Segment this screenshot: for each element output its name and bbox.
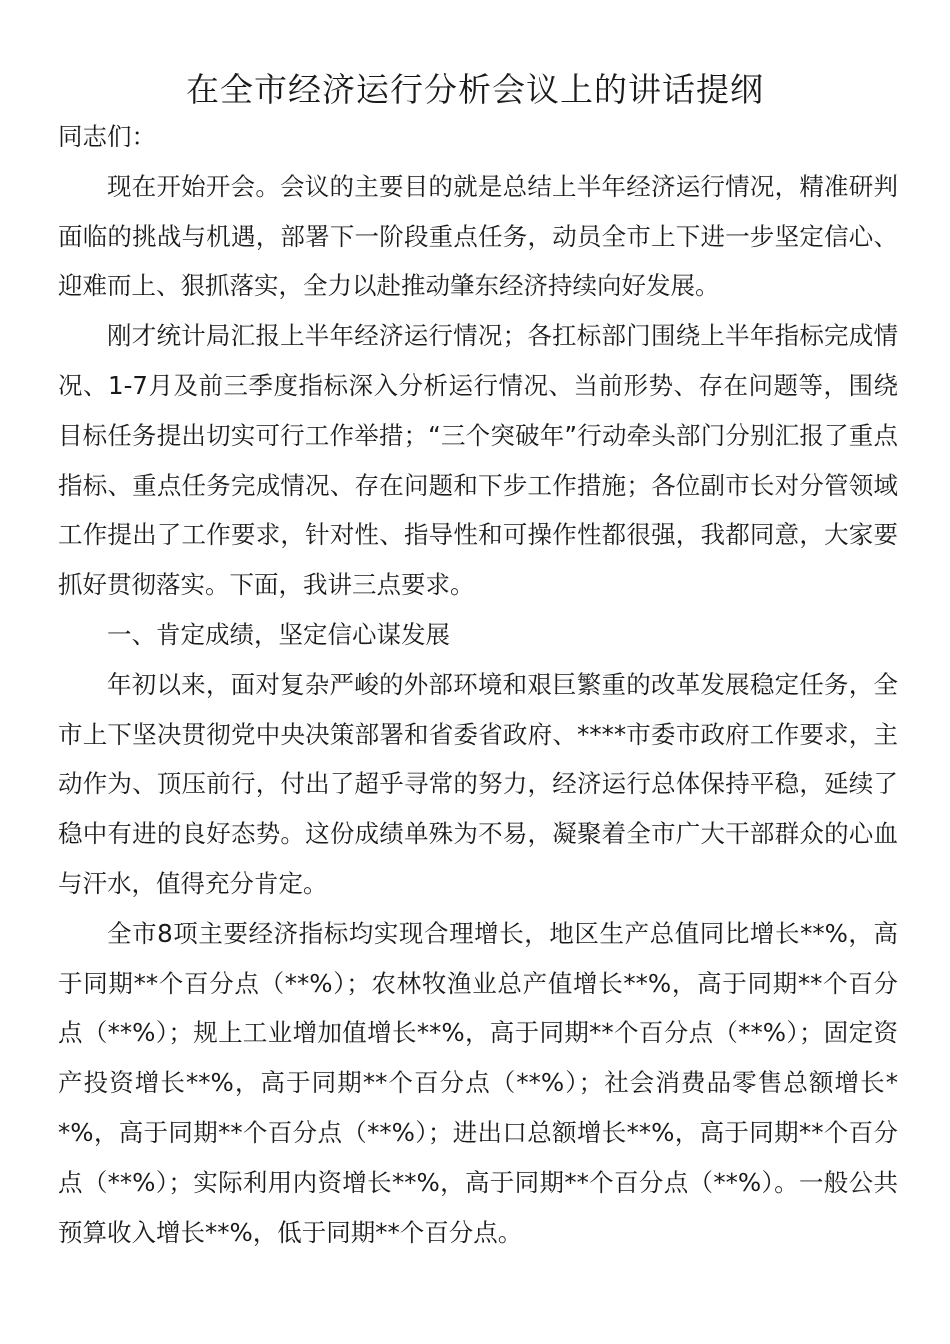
- document-title: 在全市经济运行分析会议上的讲话提纲: [186, 70, 764, 109]
- paragraph-indicators: 全市8项主要经济指标均实现合理增长，地区生产总值同比增长**%，高于同期**个百分点（**%）；农林牧渔业总产值增长**%，高于同期**个百分点（**%）；规上工业增加值增长**%，高于同期**个百分点（**%）；固定资产投资增长**%，高于同期**个百分点（**%）；社会消费品零售总额增长**%，高于同期**个百分点（**%）；进出口总额增长**%，高于同期**个百分点（**%）；实际利用内资增长**%，高于同期**个百分点（**%）。一般公共预算收入增长**%，低于同期**个百分点。: [58, 918, 898, 1247]
- paragraph-achievements: 年初以来，面对复杂严峻的外部环境和艰巨繁重的改革发展稳定任务，全市上下坚决贯彻党中央决策部署和省委省政府、****市委市政府工作要求，主动作为、顶压前行，付出了超乎寻常的努力，经济运行总体保持平稳，延续了稳中有进的良好态势。这份成绩单殊为不易，凝聚着全市广大干部群众的心血与汗水，值得充分肯定。: [58, 669, 898, 898]
- salutation: 同志们：: [58, 122, 156, 151]
- section-heading-1: 一、肯定成绩，坚定信心谋发展: [107, 619, 450, 649]
- paragraph-opening: 现在开始开会。会议的主要目的就是总结上半年经济运行情况，精准研判面临的挑战与机遇，部署下一阶段重点任务，动员全市上下进一步坚定信心、迎难而上、狠抓落实，全力以赴推动肇东经济持续向好发展。: [58, 171, 898, 301]
- paragraph-reports-summary: 刚才统计局汇报上半年经济运行情况；各扛标部门围绕上半年指标完成情况、1-7月及前三季度指标深入分析运行情况、当前形势、存在问题等，围绕目标任务提出切实可行工作举措；“三个突破年”行动牵头部门分别汇报了重点指标、重点任务完成情况、存在问题和下步工作措施；各位副市长对分管领域工作提出了工作要求，针对性、指导性和可操作性都很强，我都同意，大家要抓好贯彻落实。下面，我讲三点要求。: [58, 321, 898, 600]
- document-body: [58, 112, 898, 1257]
